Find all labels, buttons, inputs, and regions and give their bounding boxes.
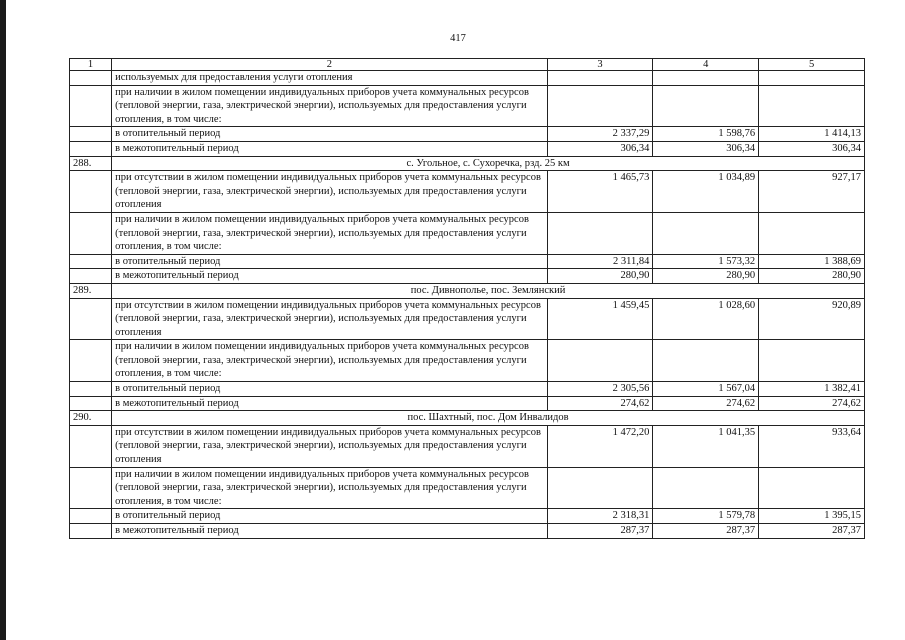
table-row [70,382,865,397]
value-cell-col3 [547,340,653,382]
value-cell-col5 [759,71,865,86]
description-cell: в отопительный период [112,127,548,142]
value-cell-col5: 933,64 [759,425,865,467]
value-cell-col5 [759,212,865,254]
value-cell-col4: 306,34 [653,141,759,156]
value-cell-col3: 2 318,31 [547,509,653,524]
value-cell-col5 [759,467,865,509]
description-cell: в межотопительный период [112,396,548,411]
value-cell-col4: 1 034,89 [653,171,759,213]
value-cell-col3: 2 305,56 [547,382,653,397]
description-cell: в межотопительный период [112,524,548,539]
section-index: 290. [70,411,112,426]
table-row [70,212,865,254]
section-index: 288. [70,156,112,171]
value-cell-col3: 1 459,45 [547,298,653,340]
table-row [70,396,865,411]
value-cell-col5: 280,90 [759,269,865,284]
table-row [70,509,865,524]
value-cell-col3 [547,467,653,509]
column-header-5: 5 [759,59,865,71]
index-cell [70,524,112,539]
column-header-3: 3 [547,59,653,71]
value-cell-col5 [759,85,865,127]
value-cell-col4: 1 567,04 [653,382,759,397]
value-cell-col3: 2 311,84 [547,254,653,269]
index-cell [70,382,112,397]
section-index: 289. [70,283,112,298]
table-row [70,524,865,539]
column-header-4: 4 [653,59,759,71]
value-cell-col4: 1 041,35 [653,425,759,467]
value-cell-col4 [653,340,759,382]
scan-edge-bar [0,0,6,640]
value-cell-col4: 274,62 [653,396,759,411]
value-cell-col4: 1 579,78 [653,509,759,524]
section-location: пос. Дивнополье, пос. Землянский [112,283,865,298]
section-header-row [70,156,865,171]
table-row [70,340,865,382]
value-cell-col3 [547,212,653,254]
index-cell [70,127,112,142]
value-cell-col5: 274,62 [759,396,865,411]
value-cell-col3: 1 472,20 [547,425,653,467]
index-cell [70,171,112,213]
index-cell [70,71,112,86]
value-cell-col5: 306,34 [759,141,865,156]
description-cell: в отопительный период [112,509,548,524]
index-cell [70,467,112,509]
table-row [70,425,865,467]
index-cell [70,298,112,340]
table-row [70,127,865,142]
table-row [70,85,865,127]
index-cell [70,340,112,382]
table-row [70,467,865,509]
value-cell-col4: 1 028,60 [653,298,759,340]
value-cell-col4 [653,85,759,127]
index-cell [70,85,112,127]
description-cell: при наличии в жилом помещении индивидуальных приборов учета коммунальных ресурсов (тепловой энергии, газа, электрической энергии), используемых для предоставления услуги отопления, в том числе: [112,340,548,382]
description-cell: при наличии в жилом помещении индивидуальных приборов учета коммунальных ресурсов (тепловой энергии, газа, электрической энергии), используемых для предоставления услуги отопления, в том числе: [112,85,548,127]
value-cell-col3 [547,71,653,86]
header-row [70,59,865,71]
value-cell-col3: 280,90 [547,269,653,284]
value-cell-col5: 1 388,69 [759,254,865,269]
value-cell-col5: 1 382,41 [759,382,865,397]
index-cell [70,254,112,269]
description-cell: при наличии в жилом помещении индивидуальных приборов учета коммунальных ресурсов (тепловой энергии, газа, электрической энергии), используемых для предоставления услуги отопления, в том числе: [112,212,548,254]
tariff-table [69,58,865,539]
table-row [70,269,865,284]
column-header-1: 1 [70,59,112,71]
value-cell-col4: 280,90 [653,269,759,284]
description-cell: при отсутствии в жилом помещении индивидуальных приборов учета коммунальных ресурсов (тепловой энергии, газа, электрической энергии), используемых для предоставления услуги отопления [112,425,548,467]
table-row [70,141,865,156]
value-cell-col5: 1 414,13 [759,127,865,142]
table-row [70,171,865,213]
table-row [70,298,865,340]
index-cell [70,212,112,254]
value-cell-col3 [547,85,653,127]
value-cell-col5 [759,340,865,382]
description-cell: при отсутствии в жилом помещении индивидуальных приборов учета коммунальных ресурсов (тепловой энергии, газа, электрической энергии), используемых для предоставления услуги отопления [112,298,548,340]
description-cell: в отопительный период [112,382,548,397]
value-cell-col3: 287,37 [547,524,653,539]
value-cell-col5: 920,89 [759,298,865,340]
page-number: 417 [450,33,466,44]
section-header-row [70,283,865,298]
description-cell: при наличии в жилом помещении индивидуальных приборов учета коммунальных ресурсов (тепловой энергии, газа, электрической энергии), используемых для предоставления услуги отопления, в том числе: [112,467,548,509]
description-cell: в межотопительный период [112,269,548,284]
description-cell: в межотопительный период [112,141,548,156]
value-cell-col3: 306,34 [547,141,653,156]
value-cell-col4: 1 598,76 [653,127,759,142]
value-cell-col3: 1 465,73 [547,171,653,213]
value-cell-col3: 274,62 [547,396,653,411]
value-cell-col4 [653,212,759,254]
tariff-table-body [70,59,865,539]
description-cell: используемых для предоставления услуги отопления [112,71,548,86]
value-cell-col4: 1 573,32 [653,254,759,269]
description-cell: в отопительный период [112,254,548,269]
value-cell-col5: 1 395,15 [759,509,865,524]
section-location: пос. Шахтный, пос. Дом Инвалидов [112,411,865,426]
table-row [70,254,865,269]
section-header-row [70,411,865,426]
value-cell-col4: 287,37 [653,524,759,539]
index-cell [70,141,112,156]
index-cell [70,509,112,524]
value-cell-col3: 2 337,29 [547,127,653,142]
index-cell [70,396,112,411]
table-row [70,71,865,86]
value-cell-col4 [653,467,759,509]
value-cell-col4 [653,71,759,86]
value-cell-col5: 287,37 [759,524,865,539]
value-cell-col5: 927,17 [759,171,865,213]
description-cell: при отсутствии в жилом помещении индивидуальных приборов учета коммунальных ресурсов (тепловой энергии, газа, электрической энергии), используемых для предоставления услуги отопления [112,171,548,213]
section-location: с. Угольное, с. Сухоречка, рзд. 25 км [112,156,865,171]
index-cell [70,425,112,467]
index-cell [70,269,112,284]
column-header-2: 2 [112,59,548,71]
